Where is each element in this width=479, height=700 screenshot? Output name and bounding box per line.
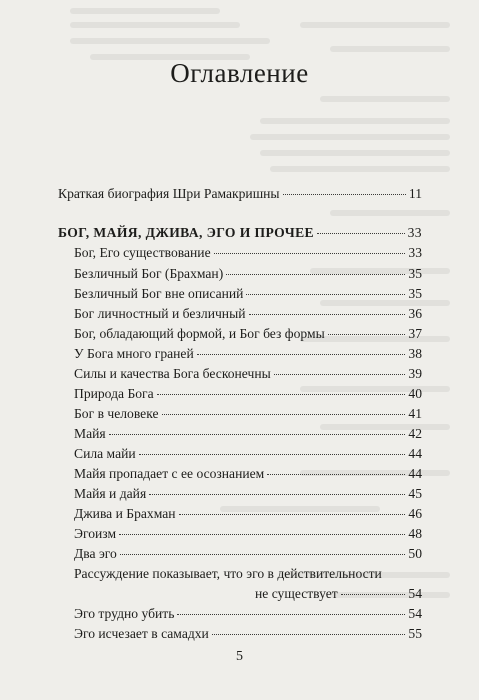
toc-entry[interactable] — [74, 526, 422, 542]
toc-entry-page: 36 — [408, 306, 422, 321]
toc-entry[interactable] — [74, 546, 422, 562]
toc-entry-page: 44 — [408, 446, 422, 461]
toc-entry-title: Силы и качества Бога бесконечны — [74, 366, 271, 381]
toc-entry-title: Бог, обладающий формой, и Бог без формы — [74, 326, 325, 341]
toc-entry-title: Краткая биография Шри Рамакришны — [58, 186, 280, 201]
toc-entry-page: 40 — [408, 386, 422, 401]
toc-entry-page: 35 — [408, 266, 422, 281]
toc-entry-title: Два эго — [74, 546, 117, 561]
toc-entry-title: Эгоизм — [74, 526, 117, 541]
toc-entry-continuation[interactable] — [87, 586, 422, 602]
leader-dots — [246, 294, 405, 295]
toc-entry[interactable] — [74, 466, 422, 482]
toc-entry[interactable] — [74, 446, 422, 462]
leader-dots — [139, 454, 406, 455]
toc-entry[interactable] — [74, 286, 422, 302]
leader-dots — [283, 194, 406, 195]
toc-entry-page: 48 — [408, 526, 422, 541]
toc-entry[interactable] — [74, 266, 422, 282]
toc-entry-page: 42 — [408, 426, 422, 441]
toc-entry[interactable] — [74, 366, 422, 382]
toc-entry-page: 37 — [408, 326, 422, 341]
leader-dots — [274, 374, 406, 375]
toc-entry-title-continued: не существует — [255, 586, 338, 601]
toc-entry[interactable] — [58, 186, 422, 202]
toc-entry[interactable] — [74, 626, 422, 642]
toc-entry-page: 46 — [408, 506, 422, 521]
toc-entry-title: Природа Бога — [74, 386, 154, 401]
leader-dots — [212, 634, 406, 635]
toc-entry-title: Майя и дайя — [74, 486, 147, 501]
leader-dots — [317, 233, 405, 234]
toc-entry-page: 41 — [408, 406, 422, 421]
toc-entry[interactable] — [74, 506, 422, 522]
toc-entry[interactable] — [74, 486, 422, 502]
toc-entry[interactable] — [74, 566, 422, 582]
leader-dots — [341, 594, 406, 595]
leader-dots — [120, 554, 406, 555]
leader-dots — [214, 253, 406, 254]
toc-entry-page: 11 — [408, 186, 422, 201]
toc-entry-title: Безличный Бог (Брахман) — [74, 266, 224, 281]
page-title: Оглавление — [170, 58, 309, 88]
leader-dots — [109, 434, 406, 435]
leader-dots — [179, 514, 406, 515]
toc-entry-title: Майя пропадает с ее осознанием — [74, 466, 265, 481]
toc-entry-title: Безличный Бог вне описаний — [74, 286, 244, 301]
toc-entry-page: 39 — [408, 366, 422, 381]
leader-dots — [197, 354, 406, 355]
leader-dots — [119, 534, 405, 535]
toc-entry[interactable] — [74, 426, 422, 442]
toc-entry-page: 54 — [408, 586, 422, 601]
toc-entry-title: Сила майи — [74, 446, 136, 461]
toc-entry[interactable] — [74, 306, 422, 322]
toc-entry-page: 33 — [407, 225, 422, 240]
leader-dots — [328, 334, 406, 335]
leader-dots — [267, 474, 405, 475]
toc-entry-title: Бог, Его существование — [74, 245, 211, 260]
leader-dots — [249, 314, 406, 315]
page-number: 5 — [236, 649, 243, 664]
leader-dots — [226, 274, 405, 275]
toc-entry-page: 44 — [408, 466, 422, 481]
toc-entry[interactable] — [74, 245, 422, 261]
toc-entry-title: Эго исчезает в самадхи — [74, 626, 209, 641]
toc-entry-page: 35 — [408, 286, 422, 301]
toc-entry-page: 50 — [408, 546, 422, 561]
toc-entry-page: 54 — [408, 606, 422, 621]
toc-section-title: БОГ, МАЙЯ, ДЖИВА, ЭГО И ПРОЧЕЕ — [58, 225, 315, 240]
toc-entry[interactable] — [74, 326, 422, 342]
leader-dots — [149, 494, 405, 495]
toc-entry-page: 38 — [408, 346, 422, 361]
toc-entry-title: Майя — [74, 426, 106, 441]
leader-dots — [162, 414, 406, 415]
toc-entry-page: 33 — [408, 245, 422, 260]
toc-entry-title: У Бога много граней — [74, 346, 194, 361]
toc-entry[interactable] — [74, 346, 422, 362]
toc-section-heading[interactable] — [58, 225, 422, 241]
toc-entry[interactable] — [74, 406, 422, 422]
toc-entry-title: Бог в человеке — [74, 406, 159, 421]
toc-entry[interactable] — [74, 606, 422, 622]
toc-entry-page: 55 — [408, 626, 422, 641]
leader-dots — [157, 394, 406, 395]
toc-entry-page: 45 — [408, 486, 422, 501]
toc-entry-title: Рассуждение показывает, что эго в действительности — [74, 566, 382, 581]
toc-entry-title: Джива и Брахман — [74, 506, 176, 521]
toc-entry-title: Эго трудно убить — [74, 606, 175, 621]
toc-entry-title: Бог личностный и безличный — [74, 306, 246, 321]
toc-entry[interactable] — [74, 386, 422, 402]
leader-dots — [177, 614, 405, 615]
